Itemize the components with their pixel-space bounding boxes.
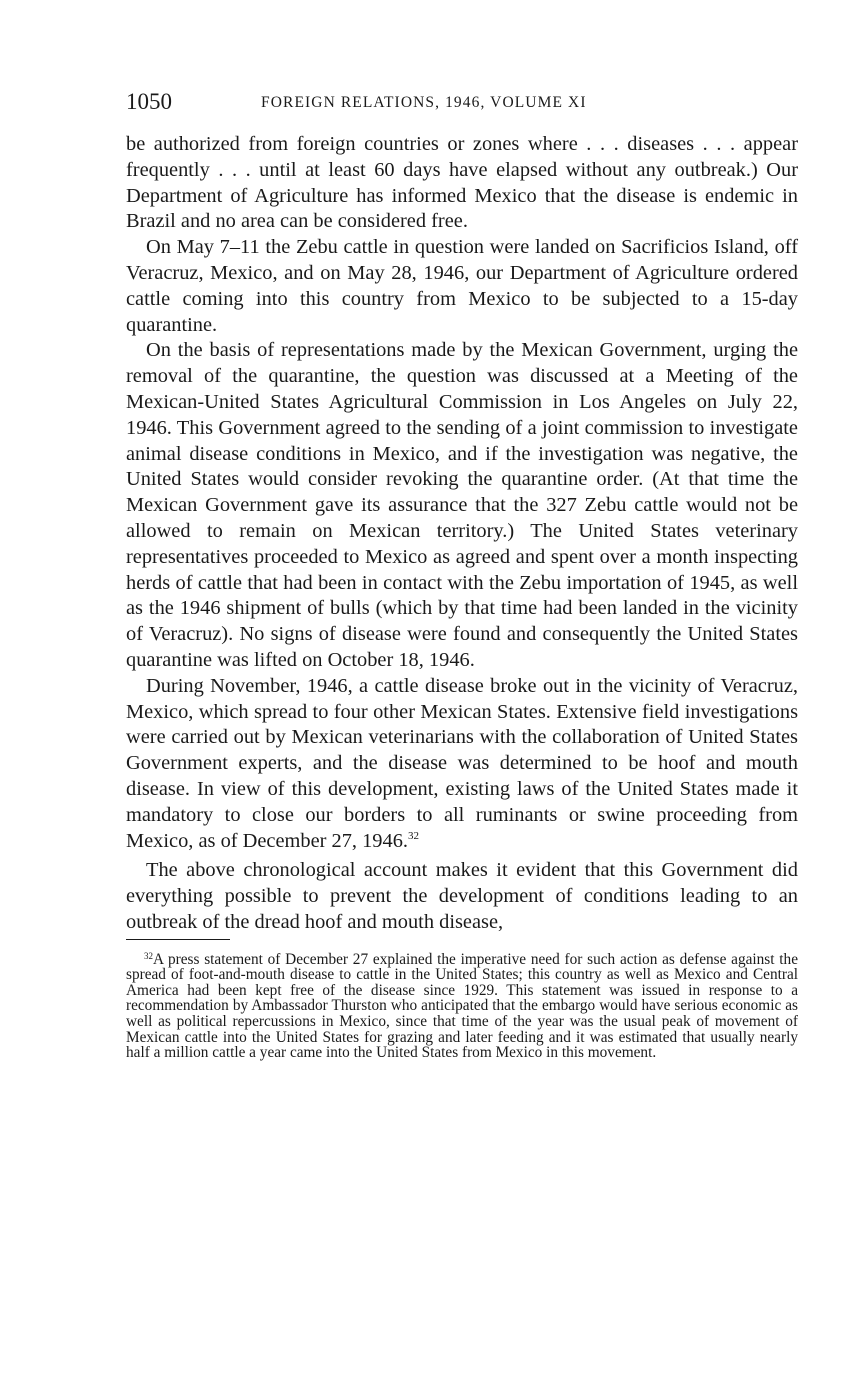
paragraph-text: During November, 1946, a cattle disease broke out in the vicinity of Veracruz, Mexico, which spread to four other Mexican States. Extensive field investigations were carried out by Mexican veterinarians with the collaboration of United States Government experts, and the disease was determined to be hoof and mouth disease. In view of this development, existing laws of the United States made it mandatory to close our borders to all ruminants or swine proceeding from Mexico, as of December 27, 1946. (126, 674, 798, 852)
document-page (126, 88, 798, 1061)
paragraph: On the basis of representations made by the Mexican Government, urging the removal of the quarantine, the question was discussed at a Meeting of the Mexican-United States Agricultural Commission in Los Angeles on July 22, 1946. This Government agreed to the sending of a joint commission to investigate animal disease conditions in Mexico, and if the investigation was negative, the United States would consider revoking the quarantine order. (At that time the Mexican Government gave its assurance that the 327 Zebu cattle would not be allowed to remain on Mexican territory.) The United States veterinary representatives proceeded to Mexico as agreed and spent over a month inspecting herds of cattle that had been in contact with the Zebu importation of 1945, as well as the 1946 shipment of bulls (which by that time had been landed in the vicinity of Veracruz). No signs of disease were found and consequently the United States quarantine was lifted on October 18, 1946. (126, 339, 798, 671)
page-number: 1050 (126, 89, 172, 114)
paragraph: The above chronological account makes it evident that this Government did everything possible to prevent the development of conditions leading to an outbreak of the dread hoof and mouth disease, (126, 859, 798, 933)
running-head: FOREIGN RELATIONS, 1946, VOLUME XI (261, 94, 587, 111)
paragraph-with-footnote (126, 674, 798, 855)
footnote-number: 32 (144, 950, 153, 961)
paragraph-continuation: be authorized from foreign countries or zones where . . . diseases . . . appear frequently . . . until at least 60 days have elapsed without any outbreak.) Our Department of Agriculture has informed Mexico that the disease is endemic in Brazil and no area can be considered free. (126, 133, 798, 233)
body-text (126, 132, 798, 936)
footnote-text: A press statement of December 27 explained the imperative need for such action as defense against the spread of foot-and-mouth disease to cattle in the United States; this country as well as Mexico and Central America had been kept free of the disease since 1929. This statement was issued in response to a recommendation by Ambassador Thurston who anticipated that the embargo would have serious economic as well as political repercussions in Mexico, since that time of the year was the usual peak of movement of Mexican cattle into the United States for grazing and later feeding and it was estimated that usually nearly half a million cattle a year came into the United States from Mexico in this movement. (126, 950, 798, 1062)
page-header (126, 88, 798, 118)
footnote-divider (126, 939, 230, 940)
footnote (126, 952, 798, 1061)
paragraph: On May 7–11 the Zebu cattle in question were landed on Sacrificios Island, off Veracruz, Mexico, and on May 28, 1946, our Department of Agriculture ordered cattle coming into this country from Mexico to be subjected to a 15-day quarantine. (126, 236, 798, 336)
footnote-reference: 32 (407, 829, 419, 842)
